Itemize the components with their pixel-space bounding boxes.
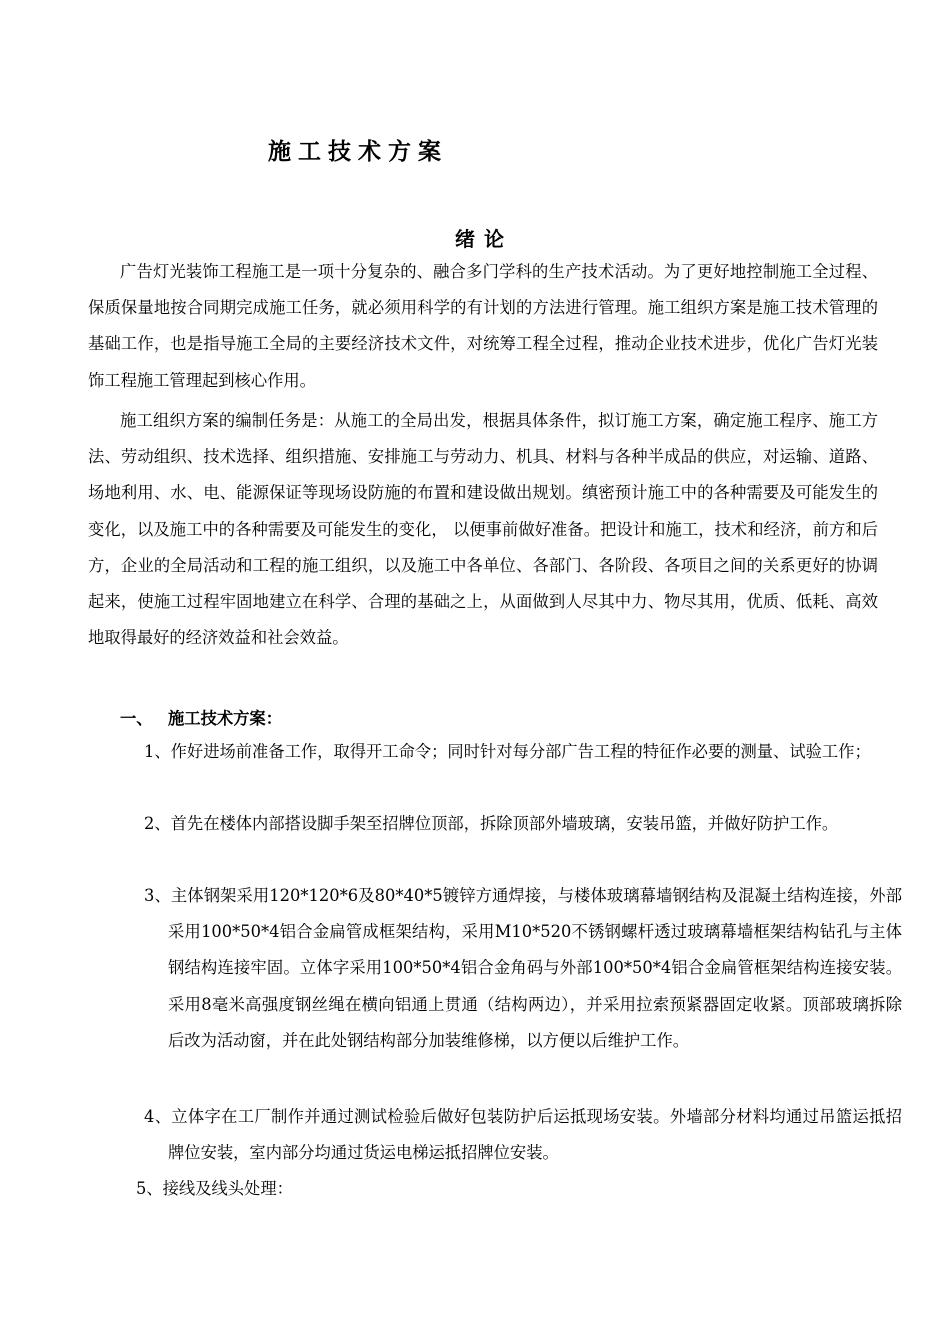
list-item-3: 3、主体钢架采用120*120*6及80*40*5镀锌方通焊接，与楼体玻璃幕墙钢结构及混凝土结构连接，外部采用100*50*4铝合金扁管成框架结构，采用M10*520不锈钢螺杆透过玻璃幕墙框架结构钻孔与主体钢结构连接牢固。立体字采用100*50*4铝合金角码与外部100*50*4铝合金扁管框架结构连接安装。采用8毫米高强度钢丝绳在横向铝通上贯通（结构两边），并采用拉索预紧器固定收紧。顶部玻璃拆除后改为活动窗，并在此处钢结构部分加装维修梯，以方便以后维护工作。 bbox=[144, 886, 902, 1050]
section-heading-construction-plan bbox=[120, 701, 282, 737]
body-paragraph-2: 施工组织方案的编制任务是：从施工的全局出发，根据具体条件，拟订施工方案，确定施工程序、施工方法、劳动组织、技术选择、组织措施、安排施工与劳动力、机具、材料与各种半成品的供应，对运输、道路、场地利用、水、电、能源保证等现场设防施的布置和建设做出规划。缜密预计施工中的各种需要及可能发生的变化，以及施工中的各种需要及可能发生的变化， 以便事前做好准备。把设计和施工，技术和经济，前方和后方，企业的全局活动和工程的施工组织，以及施工中各单位、各部门、各阶段、各项目之间的关系更好的协调起来，使施工过程牢固地建立在科学、合理的基础之上，从面做到人尽其中力、物尽其用，优质、低耗、高效地取得最好的经济效益和社会效益。 bbox=[88, 411, 878, 648]
list-item-2: 2、首先在楼体内部搭设脚手架至招牌位顶部，拆除顶部外墙玻璃，安装吊篮，并做好防护工作。 bbox=[144, 814, 839, 833]
section-heading-number: 一、 bbox=[120, 709, 153, 728]
section-heading-text: 施工技术方案： bbox=[168, 709, 282, 728]
section-title-introduction: 绪论 bbox=[455, 227, 513, 251]
list-item-4: 4、立体字在工厂制作并通过测试检验后做好包装防护后运抵现场安装。外墙部分材料均通过吊篮运抵招牌位安装，室内部分均通过货运电梯运抵招牌位安装。 bbox=[144, 1107, 902, 1163]
list-item-1: 1、作好进场前准备工作，取得开工命令；同时针对每分部广告工程的特征作必要的测量、试验工作； bbox=[144, 742, 871, 761]
document-title: 施工技术方案 bbox=[268, 138, 448, 165]
body-paragraph-1: 广告灯光装饰工程施工是一项十分复杂的、融合多门学科的生产技术活动。为了更好地控制施工全过程、保质保量地按合同期完成施工任务，就必须用科学的有计划的方法进行管理。施工组织方案是施工技术管理的基础工作，也是指导施工全局的主要经济技术文件，对统筹工程全过程，推动企业技术进步，优化广告灯光装饰工程施工管理起到核心作用。 bbox=[88, 262, 878, 390]
list-item-5: 5、接线及线头处理： bbox=[136, 1179, 293, 1198]
